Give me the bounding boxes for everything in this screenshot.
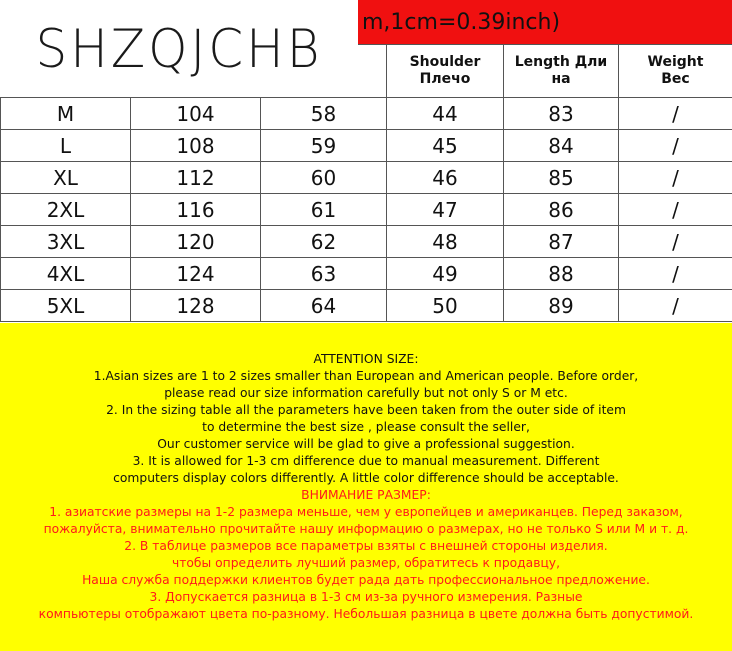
table-cell: 60 (261, 162, 387, 194)
table-cell: 50 (387, 290, 504, 322)
notice-line: Наша служба поддержки клиентов будет рада дать профессиональное предложение. (82, 573, 650, 587)
header-cell-weight: Weight Вес (619, 45, 732, 98)
notice-line: 3. Допускается разница в 1-3 см из-за ручного измерения. Разные (149, 590, 583, 604)
table-cell: 2XL (1, 194, 131, 226)
notice-line: computers display colors differently. A little color difference should be acceptable. (113, 471, 619, 485)
notice-line: 1.Asian sizes are 1 to 2 sizes smaller than European and American people. Before order, (93, 369, 639, 383)
table-cell: 61 (261, 194, 387, 226)
table-cell: / (619, 98, 732, 130)
notice-line: 2. In the sizing table all the parameters have been taken from the outer side of item (106, 403, 626, 417)
size-table-body (1, 98, 732, 322)
table-row (1, 258, 732, 290)
notice-russian (0, 487, 732, 623)
table-cell: 104 (131, 98, 261, 130)
table-cell: / (619, 162, 732, 194)
notice-english (0, 351, 732, 487)
notice-line: 3. It is allowed for 1-3 cm difference due to manual measurement. Different (132, 454, 600, 468)
table-cell: 59 (261, 130, 387, 162)
table-cell: 116 (131, 194, 261, 226)
table-row (1, 162, 732, 194)
brand-logo (0, 0, 358, 97)
unit-banner (358, 0, 732, 44)
table-cell: 46 (387, 162, 504, 194)
table-cell: L (1, 130, 131, 162)
table-cell: 64 (261, 290, 387, 322)
size-notice (0, 323, 732, 651)
notice-line: please read our size information carefully but not only S or M etc. (164, 386, 568, 400)
table-cell: / (619, 194, 732, 226)
table-cell: 86 (504, 194, 619, 226)
table-cell: 44 (387, 98, 504, 130)
notice-line: 1. азиатские размеры на 1-2 размера меньше, чем у европейцев и американцев. Перед заказом, (49, 505, 683, 519)
table-cell: 89 (504, 290, 619, 322)
table-cell: 63 (261, 258, 387, 290)
table-cell: 47 (387, 194, 504, 226)
table-cell: 120 (131, 226, 261, 258)
table-cell: 128 (131, 290, 261, 322)
brand-logo-text: SHZQJCHB (35, 18, 323, 79)
table-cell: XL (1, 162, 131, 194)
table-row (1, 290, 732, 322)
unit-banner-text: m,1cm=0.39inch) (362, 9, 561, 35)
table-cell: 108 (131, 130, 261, 162)
table-cell: 3XL (1, 226, 131, 258)
table-cell: 87 (504, 226, 619, 258)
table-cell: / (619, 258, 732, 290)
table-cell: 83 (504, 98, 619, 130)
table-cell: / (619, 226, 732, 258)
table-cell: M (1, 98, 131, 130)
table-cell: / (619, 130, 732, 162)
notice-line: ВНИМАНИЕ РАЗМЕР: (301, 488, 431, 502)
table-cell: 84 (504, 130, 619, 162)
table-cell: 49 (387, 258, 504, 290)
table-row (1, 98, 732, 130)
notice-line: компьютеры отображают цвета по-разному. Небольшая разница в цвете должна быть допустимой. (38, 607, 694, 621)
table-row (1, 226, 732, 258)
notice-line: 2. В таблице размеров все параметры взяты с внешней стороны изделия. (124, 539, 608, 553)
table-row (1, 130, 732, 162)
notice-line: ATTENTION SIZE: (313, 352, 419, 366)
table-cell: 88 (504, 258, 619, 290)
table-cell: 124 (131, 258, 261, 290)
table-cell: 48 (387, 226, 504, 258)
table-row (1, 194, 732, 226)
table-cell: 58 (261, 98, 387, 130)
notice-line: пожалуйста, внимательно прочитайте нашу информацию о размерах, но не только S или M и т. д. (43, 522, 689, 536)
table-cell: 45 (387, 130, 504, 162)
table-cell: 5XL (1, 290, 131, 322)
notice-line: to determine the best size , please consult the seller, (202, 420, 530, 434)
notice-line: чтобы определить лучший размер, обратитесь к продавцу, (171, 556, 560, 570)
header-cell-length: Length Дли на (504, 45, 619, 98)
table-cell: 62 (261, 226, 387, 258)
table-cell: 112 (131, 162, 261, 194)
table-cell: / (619, 290, 732, 322)
table-cell: 4XL (1, 258, 131, 290)
table-cell: 85 (504, 162, 619, 194)
header-cell-shoulder: Shoulder Плечо (387, 45, 504, 98)
notice-line: Our customer service will be glad to give a professional suggestion. (157, 437, 575, 451)
